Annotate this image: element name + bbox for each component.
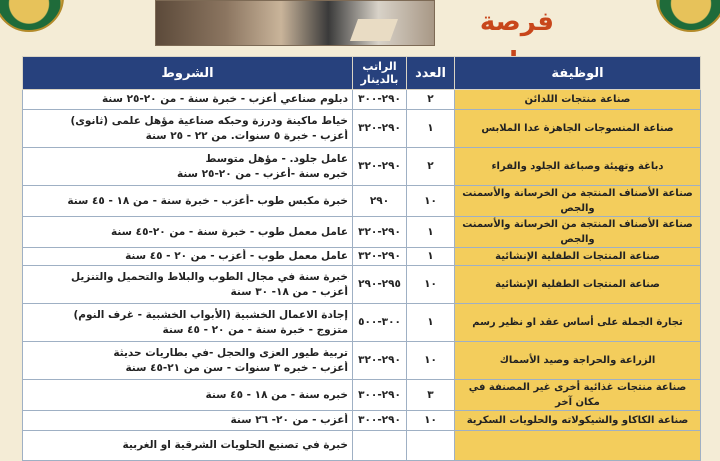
page-title: فرصة <box>479 7 554 37</box>
condition-line: أعزب - خبرة ٥ سنوات. من ٢٢ - ٢٥ سنة <box>145 129 348 142</box>
salary-cell: ٢٩٠-٣٠٠ <box>353 411 407 431</box>
column-header-job: الوظيفة <box>455 57 701 90</box>
condition-line: متزوج - خبرة سنة - من ٢٠ - ٤٥ سنة <box>162 323 348 336</box>
right-emblem-icon <box>656 0 720 32</box>
condition-line: عامل معمل طوب - أعزب - من ٢٠ - ٤٥ سنة <box>125 250 348 262</box>
count-cell: ١ <box>407 248 455 266</box>
job-cell: صناعة المنسوجات الجاهزة عدا الملابس <box>455 110 701 148</box>
header-photo <box>155 0 435 46</box>
salary-cell: ٢٩٠-٣٢٠ <box>353 342 407 380</box>
conditions-cell <box>23 431 353 461</box>
conditions-cell <box>23 304 353 342</box>
condition-line: تربية طيور العزى والحجل -في بطاريات حديثة <box>113 346 348 359</box>
condition-line: خبرة سنة في مجال الطوب والبلاط والتحميل والتنزيل <box>70 270 348 283</box>
conditions-cell <box>23 186 353 217</box>
salary-cell: ٢٩٠-٣٠٠ <box>353 90 407 110</box>
table-row <box>23 266 701 304</box>
conditions-cell <box>23 90 353 110</box>
count-cell: ١٠ <box>407 411 455 431</box>
salary-cell: ٢٩٠-٣٠٠ <box>353 380 407 411</box>
table-row <box>23 431 701 461</box>
salary-cell: ٢٩٠-٣٢٠ <box>353 217 407 248</box>
photo-board-shape <box>350 19 398 41</box>
conditions-cell <box>23 380 353 411</box>
job-cell: صناعة منتجات اللدائن <box>455 90 701 110</box>
job-cell: تجارة الجملة على أساس عقد او نظير رسم <box>455 304 701 342</box>
conditions-cell <box>23 110 353 148</box>
condition-line: خبره سنة -أعزب - من ٢٠-٢٥ سنة <box>176 167 348 180</box>
condition-line: عامل جلود. - مؤهل متوسط <box>205 152 348 165</box>
table-row <box>23 248 701 266</box>
conditions-cell <box>23 148 353 186</box>
job-cell: الزراعة والحراجة وصيد الأسماك <box>455 342 701 380</box>
count-cell: ٢ <box>407 90 455 110</box>
conditions-cell <box>23 342 353 380</box>
condition-line: خياط ماكينة ودرزة وحبكه صناعية مؤهل علمى (ثانوى) <box>70 114 348 127</box>
condition-line: أعزب - من ٢٠- ٢٦ سنة <box>230 414 348 426</box>
count-cell: ١٠ <box>407 342 455 380</box>
count-cell: ٢ <box>407 148 455 186</box>
condition-line: عامل معمل طوب - خبرة سنة - من ٢٠-٤٥ سنة <box>111 225 348 238</box>
job-cell: صناعة المنتجات الطفلية الإنشائية <box>455 248 701 266</box>
table-row <box>23 148 701 186</box>
salary-cell: ٢٩٠-٣٢٠ <box>353 148 407 186</box>
conditions-cell <box>23 217 353 248</box>
column-header-conditions: الشروط <box>23 57 353 90</box>
table-row <box>23 411 701 431</box>
job-cell <box>455 431 701 461</box>
conditions-cell <box>23 411 353 431</box>
conditions-cell <box>23 248 353 266</box>
salary-cell: ٢٩٠-٣٢٠ <box>353 248 407 266</box>
table-row <box>23 186 701 217</box>
condition-line: دبلوم صناعي أعزب - خبرة سنة - من ٢٠-٢٥ سنة <box>101 93 348 105</box>
salary-cell: ٢٩٠-٣٢٠ <box>353 110 407 148</box>
conditions-cell <box>23 266 353 304</box>
job-cell: صناعة الكاكاو والشيكولاته والحلويات السكرية <box>455 411 701 431</box>
salary-cell: ٢٩٠ <box>353 186 407 217</box>
table-row <box>23 380 701 411</box>
condition-line: خبره سنة - من ١٨ - ٤٥ سنة <box>205 388 348 401</box>
column-header-salary: الراتب بالدينار <box>353 57 407 90</box>
count-cell <box>407 431 455 461</box>
count-cell: ١٠ <box>407 186 455 217</box>
job-cell: صناعة الأصناف المنتجة من الخرسانة والأسمنت والجص <box>455 217 701 248</box>
condition-line: إجادة الاعمال الخشبية (الأبواب الخشبية - غرف النوم) <box>73 308 348 321</box>
count-cell: ١ <box>407 110 455 148</box>
table-row <box>23 217 701 248</box>
count-cell: ٣ <box>407 380 455 411</box>
table-row <box>23 110 701 148</box>
condition-line: خبرة مكبس طوب -أعزب - خبرة سنة - من ١٨ - ٤٥ سنة <box>67 194 348 207</box>
job-cell: دباغة وتهيئة وصباغة الجلود والفراء <box>455 148 701 186</box>
count-cell: ١٠ <box>407 266 455 304</box>
salary-cell: ٢٩٥-٢٩٠ <box>353 266 407 304</box>
count-cell: ١ <box>407 304 455 342</box>
job-cell: صناعة الأصناف المنتجة من الخرسانة والأسمنت والجص <box>455 186 701 217</box>
job-cell: صناعة منتجات غذائية أخرى غير المصنفة في مكان آخر <box>455 380 701 411</box>
column-header-count: العدد <box>407 57 455 90</box>
table-row <box>23 304 701 342</box>
left-emblem-icon <box>0 0 64 32</box>
job-table <box>22 56 701 461</box>
count-cell: ١ <box>407 217 455 248</box>
table-row <box>23 90 701 110</box>
table-row <box>23 342 701 380</box>
condition-line: خبرة في تصنيع الحلويات الشرقية او الغربية <box>122 439 348 451</box>
job-cell: صناعة المنتجات الطفلية الإنشائية <box>455 266 701 304</box>
condition-line: أعزب - من ١٨- ٣٠ سنة <box>230 285 348 298</box>
salary-cell: ٣٠٠-٥٠٠ <box>353 304 407 342</box>
salary-cell <box>353 431 407 461</box>
condition-line: أعزب - خبره ٣ سنوات - سن من ٢١-٤٥ سنة <box>125 361 348 374</box>
